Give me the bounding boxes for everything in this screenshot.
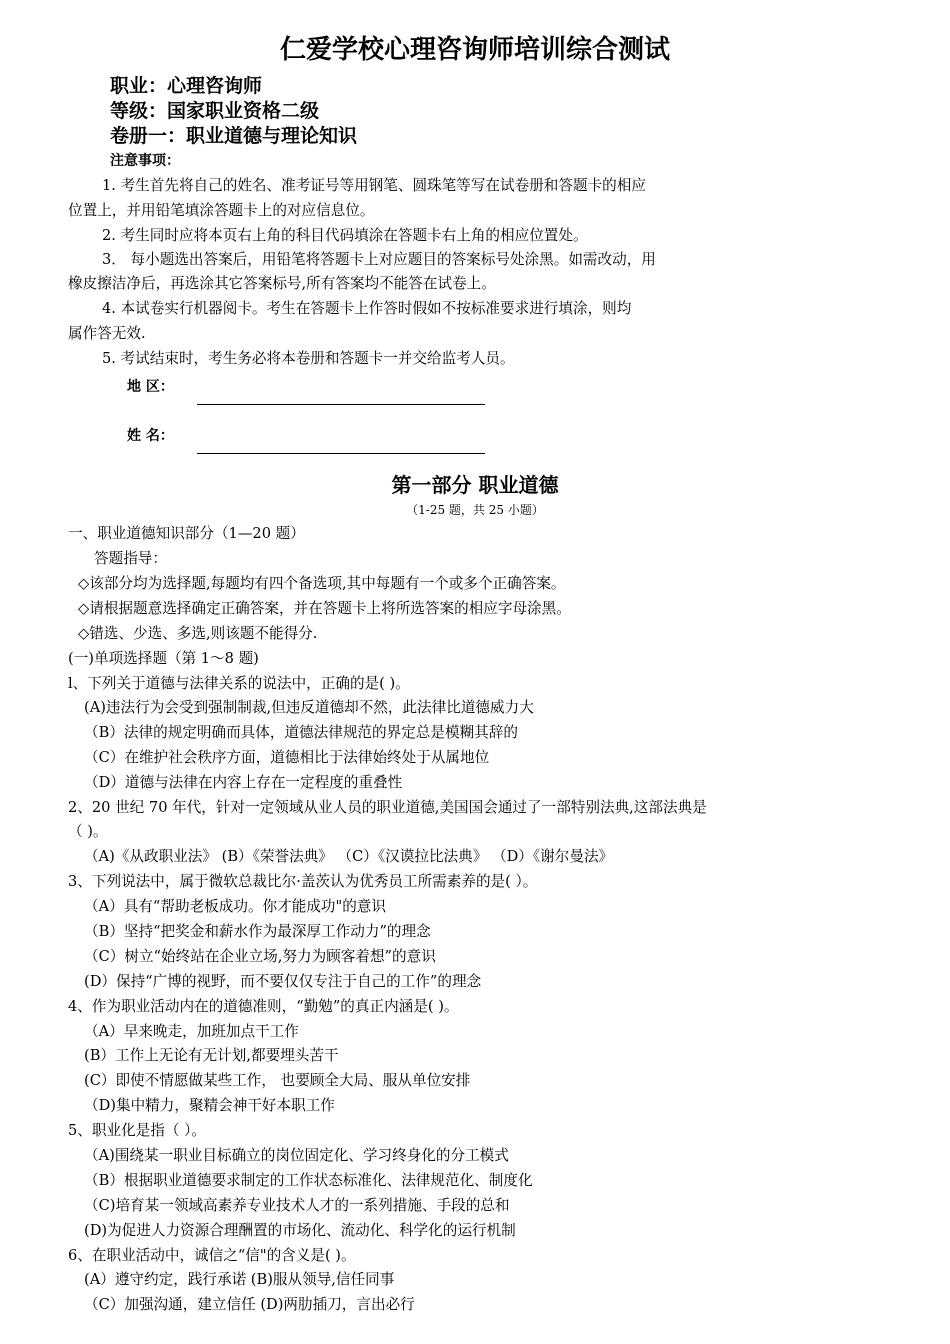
question-option: （B）坚持“把奖金和薪水作为最深厚工作动力”的理念 (84, 923, 431, 940)
question-option: (C）即使不情愿做某些工作， 也要顾全大局、服从单位安排 (84, 1072, 471, 1089)
document-title: 仁爱学校心理咨询师培训综合测试 (279, 35, 670, 65)
occupation-line: 职业：心理咨询师 (110, 75, 263, 97)
guide-item: ◇该部分均为选择题,每题均有四个备选项,其中每题有一个或多个正确答案。 (78, 575, 566, 592)
subsection-heading: (一)单项选择题（第 1～8 题) (68, 650, 259, 667)
question-option: （A)《从政职业法》 (B）《荣誉法典》 （C）《汉谟拉比法典》 （D）《谢尔曼法》 (84, 848, 614, 865)
section-heading: 一、职业道德知识部分（1—20 题） (68, 525, 305, 542)
notice-line: 位置上，并用铅笔填涂答题卡上的对应信息位。 (68, 202, 375, 219)
question-stem: 5、职业化是指（ ）。 (68, 1122, 206, 1139)
question-option: （C）在维护社会秩序方面，道德相比于法律始终处于从属地位 (84, 749, 490, 766)
part-title: 第一部分 职业道德 (391, 473, 559, 497)
question-stem: 6、在职业活动中，诚信之“信"的含义是( )。 (68, 1247, 356, 1264)
region-input-line[interactable] (197, 404, 485, 405)
guide-item: ◇错选、少选、多选,则该题不能得分. (78, 625, 318, 642)
part-subtitle: （1-25 题，共 25 小题） (406, 503, 544, 517)
name-input-line[interactable] (197, 453, 485, 454)
question-option: （B）法律的规定明确而具体，道德法律规范的界定总是模糊其辞的 (84, 724, 518, 741)
notice-line: 3． 每小题选出答案后，用铅笔将答题卡上对应题目的答案标号处涂黑。如需改动，用 (102, 251, 656, 268)
question-stem: 4、作为职业活动内在的道德准则，“勤勉”的真正内涵是( )。 (68, 998, 459, 1015)
question-option: （C）加强沟通，建立信任 (D)两肋插刀，言出必行 (84, 1296, 415, 1313)
question-stem: （ )。 (68, 823, 108, 840)
question-option: （C)培育某一领域高素养专业技术人才的一系列措施、手段的总和 (84, 1197, 510, 1214)
question-option: (A）遵守约定，践行承诺 (B)服从领导,信任同事 (84, 1271, 395, 1288)
notice-line: 5. 考试结束时，考生务必将本卷册和答题卡一并交给监考人员。 (102, 350, 515, 367)
question-stem: 2、20 世纪 70 年代，针对一定领域从业人员的职业道德,美国国会通过了一部特别法典,这部法典是 (68, 799, 707, 816)
notice-line: 4. 本试卷实行机器阅卡。考生在答题卡上作答时假如不按标准要求进行填涂，则均 (102, 300, 632, 317)
guide-item: ◇请根据题意选择确定正确答案，并在答题卡上将所选答案的相应字母涂黑。 (78, 600, 571, 617)
volume-line: 卷册一：职业道德与理论知识 (110, 125, 358, 147)
question-stem: l、下列关于道德与法律关系的说法中，正确的是( )。 (68, 675, 410, 692)
question-option: （A）早来晚走，加班加点干工作 (84, 1023, 299, 1040)
question-option: （A)围绕某一职业目标确立的岗位固定化、学习终身化的分工模式 (84, 1147, 509, 1164)
question-option: (B）工作上无论有无计划,都要埋头苦干 (84, 1047, 339, 1064)
question-option: (D）保持“广博的视野，而不要仅仅专注于自己的工作”的理念 (84, 973, 482, 990)
notice-line: 橡皮擦洁净后，再选涂其它答案标号,所有答案均不能答在试卷上。 (68, 275, 496, 292)
question-stem: 3、下列说法中，属于微软总裁比尔·盖茨认为优秀员工所需素养的是( ）。 (68, 873, 538, 890)
question-option: （D）道德与法律在内容上存在一定程度的重叠性 (84, 774, 403, 791)
notice-line: 属作答无效. (68, 325, 146, 342)
level-line: 等级：国家职业资格二级 (110, 100, 320, 122)
guide-heading: 答题指导： (94, 550, 167, 567)
question-option: （D)集中精力，聚精会神干好本职工作 (84, 1097, 335, 1114)
question-option: （C）树立“始终站在企业立场,努力为顾客着想”的意识 (84, 948, 436, 965)
question-option: （B）根据职业道德要求制定的工作状态标准化、法律规范化、制度化 (84, 1172, 533, 1189)
region-label: 地 区： (127, 379, 174, 395)
question-option: (A)违法行为会受到强制制裁,但违反道德却不然，此法律比道德威力大 (84, 699, 534, 716)
question-option: （A）具有“帮助老板成功。你才能成功"的意识 (84, 898, 386, 915)
notice-title: 注意事项： (110, 153, 180, 169)
question-option: (D)为促进人力资源合理酬置的市场化、流动化、科学化的运行机制 (84, 1222, 516, 1239)
name-label: 姓 名： (127, 428, 174, 444)
notice-line: 1. 考生首先将自己的姓名、准考证号等用钢笔、圆珠笔等写在试卷册和答题卡的相应 (102, 177, 646, 194)
notice-line: 2. 考生同时应将本页右上角的科目代码填涂在答题卡右上角的相应位置处。 (102, 227, 588, 244)
